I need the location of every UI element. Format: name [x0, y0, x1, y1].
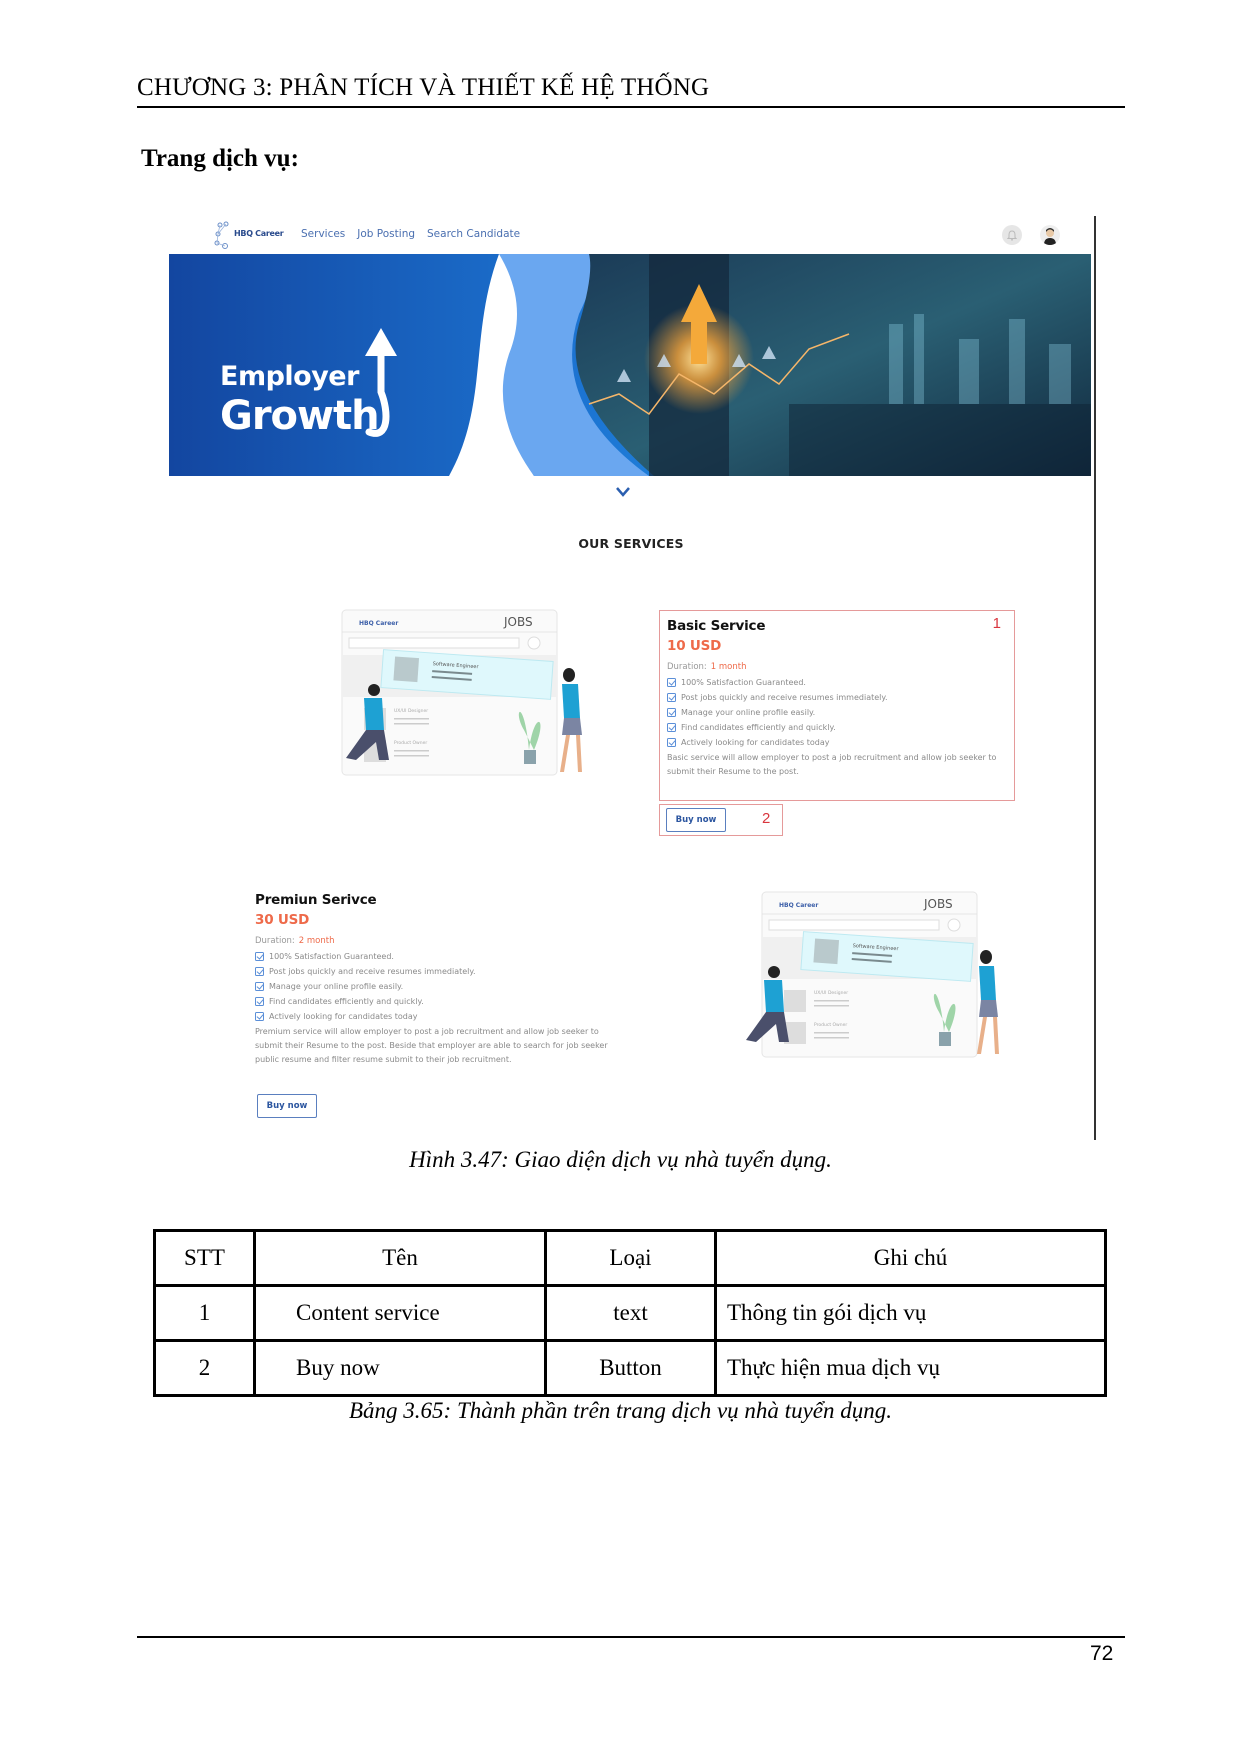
- feature-item: [255, 967, 611, 976]
- svg-text:Software Engineer: Software Engineer: [852, 943, 899, 953]
- checkbox-icon: [667, 738, 676, 747]
- service-title: Premiun Serivce: [255, 892, 377, 908]
- notification-button[interactable]: [1002, 225, 1022, 245]
- svg-text:UX/UI Designer: UX/UI Designer: [394, 709, 429, 714]
- cell-name: Content service: [255, 1286, 546, 1341]
- hero-banner: [169, 254, 1091, 476]
- cell-name: Buy now: [255, 1341, 546, 1396]
- feature-text: Find candidates efficiently and quickly.: [269, 997, 424, 1006]
- service-price: 30 USD: [255, 912, 310, 928]
- svg-text:Product Owner: Product Owner: [814, 1023, 848, 1028]
- table-row: [155, 1341, 1106, 1396]
- logo-network-icon: [214, 220, 236, 250]
- service-card-basic: [659, 610, 1015, 801]
- feature-text: Manage your online profile easily.: [681, 708, 816, 717]
- annotation-marker-2: 2: [762, 810, 771, 827]
- buy-now-button-premium[interactable]: Buy now: [257, 1094, 317, 1118]
- components-table: [153, 1229, 1107, 1397]
- table-row: [155, 1286, 1106, 1341]
- svg-text:HBQ Career: HBQ Career: [359, 620, 399, 627]
- nav-link-search-candidate[interactable]: Search Candidate: [427, 228, 521, 240]
- banner-title-line1: Employer: [220, 361, 359, 392]
- table-header-row: [155, 1231, 1106, 1286]
- cell-note: Thực hiện mua dịch vụ: [716, 1341, 1106, 1396]
- duration-value: 2 month: [298, 936, 335, 946]
- svg-text:Product Owner: Product Owner: [394, 741, 428, 746]
- feature-text: Find candidates efficiently and quickly.: [681, 723, 836, 732]
- duration-label: Duration:: [255, 936, 295, 946]
- cell-stt: 1: [155, 1286, 255, 1341]
- column-header-stt: STT: [155, 1231, 255, 1286]
- jobs-board-illustration: [334, 600, 614, 800]
- svg-text:JOBS: JOBS: [504, 615, 533, 629]
- checkbox-icon: [667, 708, 676, 717]
- feature-text: Manage your online profile easily.: [269, 982, 404, 991]
- checkbox-icon: [255, 967, 264, 976]
- page-number: 72: [1090, 1642, 1114, 1665]
- service-price: 10 USD: [667, 638, 722, 654]
- feature-text: 100% Satisfaction Guaranteed.: [681, 678, 806, 687]
- growth-arrow-icon: [349, 322, 409, 442]
- figure-caption: Hình 3.47: Giao diện dịch vụ nhà tuyển dụng.: [409, 1147, 832, 1172]
- checkbox-icon: [255, 997, 264, 1006]
- cell-type: Button: [546, 1341, 716, 1396]
- checkbox-icon: [255, 1012, 264, 1021]
- nav-link-services[interactable]: Services: [301, 228, 346, 240]
- feature-item: [667, 723, 1007, 732]
- nav-links: [301, 228, 520, 240]
- user-avatar[interactable]: [1040, 225, 1060, 245]
- cell-stt: 2: [155, 1341, 255, 1396]
- feature-text: Actively looking for candidates today: [681, 738, 830, 747]
- logo[interactable]: [214, 220, 284, 250]
- nav-link-job-posting[interactable]: Job Posting: [357, 228, 416, 240]
- column-header-note: Ghi chú: [716, 1231, 1106, 1286]
- buy-now-button-basic[interactable]: Buy now: [666, 808, 726, 832]
- column-header-type: Loại: [546, 1231, 716, 1286]
- svg-text:UX/UI Designer: UX/UI Designer: [814, 991, 849, 996]
- services-page-screenshot: [169, 216, 1095, 1140]
- table-caption: Bảng 3.65: Thành phần trên trang dịch vụ nhà tuyển dụng.: [348, 1398, 892, 1423]
- feature-item: [255, 982, 611, 991]
- duration-value: 1 month: [710, 662, 747, 672]
- footer-divider: [137, 1636, 1125, 1638]
- service-description: Premium service will allow employer to post a job recruitment and allow job seeker to submit their Resume to the post. Beside that employer are able to search for job seeker public resume and filter resume submit to their job recruitment.: [255, 1027, 608, 1064]
- feature-item: [255, 997, 611, 1006]
- feature-text: Post jobs quickly and receive resumes immediately.: [269, 967, 476, 976]
- jobs-board-illustration: [724, 882, 1004, 1082]
- banner-title-line2: Growth: [220, 393, 379, 439]
- service-duration: [667, 662, 1007, 672]
- feature-text: Actively looking for candidates today: [269, 1012, 418, 1021]
- column-header-name: Tên: [255, 1231, 546, 1286]
- annotation-marker-1: 1: [992, 615, 1001, 632]
- feature-item: [255, 952, 611, 961]
- feature-item: [667, 708, 1007, 717]
- cell-note: Thông tin gói dịch vụ: [716, 1286, 1106, 1341]
- svg-text:HBQ Career: HBQ Career: [779, 902, 819, 909]
- feature-item: [667, 678, 1007, 687]
- checkbox-icon: [667, 723, 676, 732]
- checkbox-icon: [255, 982, 264, 991]
- checkbox-icon: [667, 678, 676, 687]
- service-duration: [255, 936, 611, 946]
- duration-label: Duration:: [667, 662, 707, 672]
- feature-item: [667, 693, 1007, 702]
- avatar-icon: [1040, 225, 1060, 245]
- chapter-header: CHƯƠNG 3: PHÂN TÍCH VÀ THIẾT KẾ HỆ THỐNG: [137, 74, 710, 101]
- scroll-down-chevron-icon[interactable]: [615, 486, 631, 498]
- our-services-heading: OUR SERVICES: [578, 536, 684, 551]
- checkbox-icon: [667, 693, 676, 702]
- feature-item: [255, 1012, 611, 1021]
- section-title: Trang dịch vụ:: [141, 145, 299, 172]
- service-title: Basic Service: [667, 618, 766, 634]
- service-card-premium: [255, 892, 611, 1067]
- service-description: Basic service will allow employer to post a job recruitment and allow job seeker to submit their Resume to the post.: [667, 753, 997, 776]
- checkbox-icon: [255, 952, 264, 961]
- navbar: [169, 216, 1093, 254]
- header-divider: [137, 106, 1125, 108]
- screenshot-border-line: [1094, 216, 1096, 1140]
- logo-text: HBQ Career: [234, 229, 284, 238]
- bell-icon: [1007, 230, 1017, 241]
- feature-item: [667, 738, 1007, 747]
- buy-now-annotation-box: [659, 804, 783, 836]
- cell-type: text: [546, 1286, 716, 1341]
- svg-text:JOBS: JOBS: [924, 897, 953, 911]
- svg-text:Software Engineer: Software Engineer: [432, 661, 479, 671]
- feature-text: 100% Satisfaction Guaranteed.: [269, 952, 394, 961]
- feature-text: Post jobs quickly and receive resumes immediately.: [681, 693, 888, 702]
